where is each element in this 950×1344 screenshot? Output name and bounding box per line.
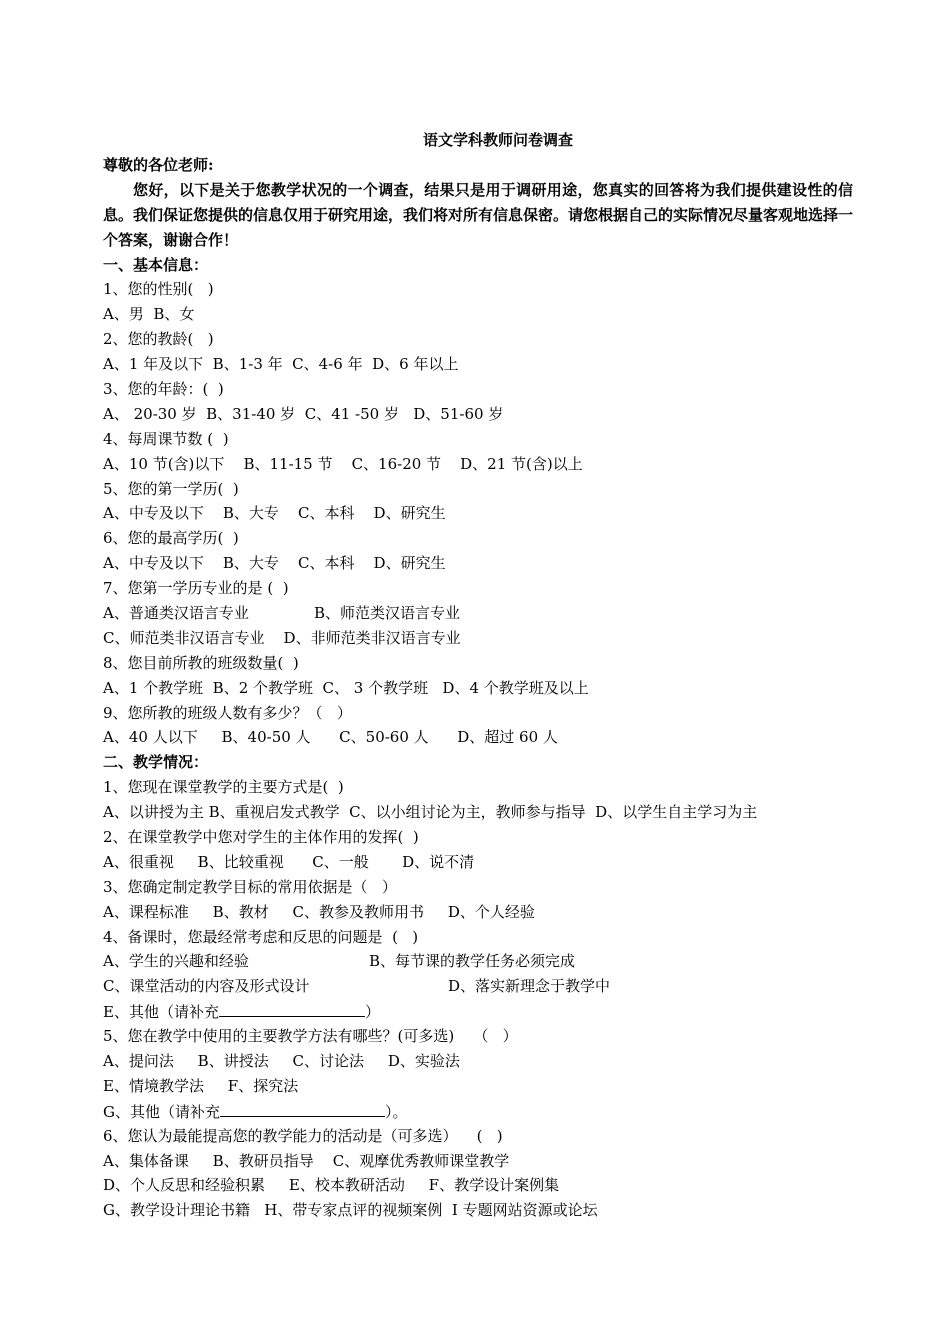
question-options: A、 20-30 岁 B、31-40 岁 C、41 -50 岁 D、51-60 岁 — [103, 404, 504, 423]
option-suffix: ） — [364, 1003, 380, 1022]
question-options: A、中专及以下 B、大专 C、本科 D、研究生 — [103, 554, 446, 573]
question-options: A、10 节(含)以下 B、11-15 节 C、16-20 节 D、21 节(含)以上 — [103, 454, 583, 473]
page-title: 语文学科教师问卷调查 — [422, 131, 573, 149]
question: 6、您认为最能提高您的教学能力的活动是（可多选） ( ) — [103, 1126, 503, 1145]
question-options: A、课程标准 B、教材 C、教参及教师用书 D、个人经验 — [103, 902, 535, 921]
section-heading-basic-info: 一、基本信息： — [103, 255, 209, 274]
option: B、每节课的教学任务必须完成 — [369, 952, 576, 971]
question: 4、备课时，您最经常考虑和反思的问题是 ( ) — [103, 927, 419, 946]
question: 8、您目前所教的班级数量( ) — [103, 653, 299, 672]
intro-paragraph: 您好，以下是关于您教学状况的一个调查，结果只是用于调研用途，您真实的回答将为我们提供建设性的信息。我们保证您提供的信息仅用于研究用途，我们将对所有信息保密。请您根据自己的实际情况尽量客观地选择一个答案，谢谢合作！ — [103, 180, 854, 249]
question: 9、您所教的班级人数有多少？（ ） — [103, 703, 352, 722]
question-options — [103, 1099, 853, 1124]
question-options — [103, 601, 853, 626]
fill-in-blank[interactable] — [220, 1099, 385, 1117]
question-options: D、个人反思和经验积累 E、校本教研活动 F、教学设计案例集 — [103, 1176, 560, 1195]
question: 3、您的年龄：( ) — [103, 379, 224, 398]
question: 1、您的性别( ) — [103, 280, 214, 299]
question-options — [103, 949, 853, 974]
question-options — [103, 974, 853, 999]
option: A、普通类汉语言专业 — [103, 603, 249, 622]
question: 3、您确定制定教学目标的常用依据是（ ） — [103, 877, 397, 896]
question-options: A、1 个教学班 B、2 个教学班 C、 3 个教学班 D、4 个教学班及以上 — [103, 678, 589, 697]
question-options — [103, 999, 853, 1024]
fill-in-blank[interactable] — [219, 999, 365, 1017]
question: 5、您在教学中使用的主要教学方法有哪些？(可多选) （ ） — [103, 1027, 518, 1046]
question-options: A、40 人以下 B、40-50 人 C、50-60 人 D、超过 60 人 — [103, 728, 558, 747]
option: G、其他（请补充 — [103, 1102, 220, 1121]
question: 2、您的教龄( ) — [103, 330, 214, 349]
section-heading-teaching: 二、教学情况： — [103, 753, 209, 772]
question: 4、每周课节数 ( ) — [103, 429, 229, 448]
question-options: A、很重视 B、比较重视 C、一般 D、说不清 — [103, 852, 475, 871]
question: 6、您的最高学历( ) — [103, 529, 239, 548]
question: 2、在课堂教学中您对学生的主体作用的发挥( ) — [103, 827, 419, 846]
question-options: A、以讲授为主 B、重视启发式教学 C、以小组讨论为主，教师参与指导 D、以学生自主学习为主 — [103, 803, 758, 822]
option: A、学生的兴趣和经验 — [103, 952, 249, 971]
option: E、其他（请补充 — [103, 1003, 219, 1022]
question-options: A、1 年及以下 B、1-3 年 C、4-6 年 D、6 年以上 — [103, 355, 459, 374]
question: 1、您现在课堂教学的主要方式是( ) — [103, 778, 344, 797]
question: 5、您的第一学历( ) — [103, 479, 239, 498]
option-suffix: ）。 — [384, 1102, 408, 1121]
option: D、落实新理念于教学中 — [448, 977, 611, 996]
question-options: A、提问法 B、讲授法 C、讨论法 D、实验法 — [103, 1052, 460, 1070]
question-options: A、集体备课 B、教研员指导 C、观摩优秀教师课堂教学 — [103, 1151, 510, 1170]
question-options: G、教学设计理论书籍 H、带专家点评的视频案例 I 专题网站资源或论坛 — [103, 1201, 598, 1220]
option: C、课堂活动的内容及形式设计 — [103, 977, 310, 996]
option: B、师范类汉语言专业 — [314, 603, 461, 622]
question-options: A、男 B、女 — [103, 305, 195, 324]
question: 7、您第一学历专业的是 ( ) — [103, 579, 289, 598]
questionnaire-page — [103, 128, 853, 1223]
greeting: 尊敬的各位老师: — [103, 155, 214, 174]
question-options: E、情境教学法 F、探究法 — [103, 1076, 299, 1095]
question-options: C、师范类非汉语言专业 D、非师范类非汉语言专业 — [103, 628, 461, 647]
question-options: A、中专及以下 B、大专 C、本科 D、研究生 — [103, 504, 446, 523]
